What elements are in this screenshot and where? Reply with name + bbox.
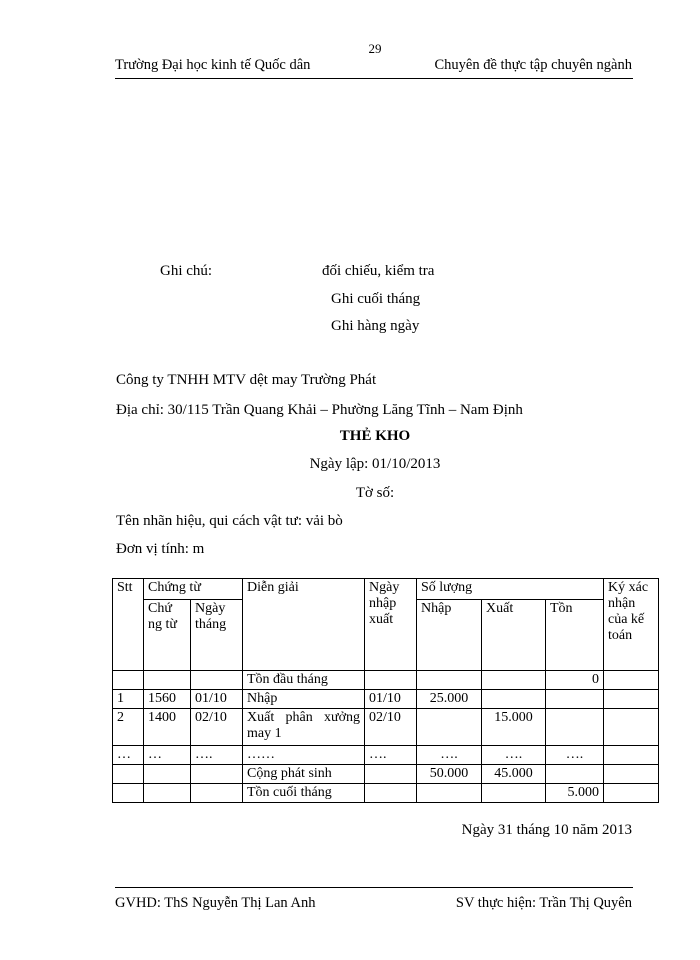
footer-student: SV thực hiện: Trần Thị Quyên xyxy=(455,895,632,911)
note-daily: Ghi hàng ngày xyxy=(331,318,420,334)
cell-desc: …… xyxy=(243,746,365,765)
cell-stt xyxy=(113,784,144,803)
cell-out: 15.000 xyxy=(482,709,546,746)
header-voucher-date: Ngày tháng xyxy=(191,600,243,671)
cell-no xyxy=(144,765,191,784)
header-report-title: Chuyên đề thực tập chuyên ngành xyxy=(434,57,632,73)
header-balance: Tồn xyxy=(546,600,604,671)
table-row xyxy=(113,671,659,690)
signature-date: Ngày 31 tháng 10 năm 2013 xyxy=(461,822,632,838)
company-name: Công ty TNHH MTV dệt may Trường Phát xyxy=(116,372,377,388)
cell-io-date: …. xyxy=(365,746,417,765)
header-row xyxy=(113,579,659,600)
header-description: Diễn giải xyxy=(243,579,365,671)
cell-date xyxy=(191,784,243,803)
cell-balance xyxy=(546,709,604,746)
table-row xyxy=(113,709,659,746)
header-io-date: Ngày nhập xuất xyxy=(365,579,417,671)
cell-in xyxy=(417,671,482,690)
item-name: Tên nhãn hiệu, qui cách vật tư: vải bò xyxy=(116,513,343,529)
cell-desc: Tồn cuối tháng xyxy=(243,784,365,803)
cell-confirm xyxy=(604,765,659,784)
cell-no: 1560 xyxy=(144,690,191,709)
header-university: Trường Đại học kinh tế Quốc dân xyxy=(115,57,311,73)
cell-io-date xyxy=(365,671,417,690)
cell-no: 1400 xyxy=(144,709,191,746)
cell-no: … xyxy=(144,746,191,765)
cell-out xyxy=(482,784,546,803)
cell-stt xyxy=(113,765,144,784)
cell-confirm xyxy=(604,746,659,765)
header-stt: Stt xyxy=(113,579,144,671)
cell-in: …. xyxy=(417,746,482,765)
page-number: 29 xyxy=(368,41,382,56)
company-address: Địa chỉ: 30/115 Trần Quang Khải – Phường Lăng Tĩnh – Nam Định xyxy=(116,402,523,418)
cell-date xyxy=(191,765,243,784)
cell-desc: Tồn đầu tháng xyxy=(243,671,365,690)
cell-in: 50.000 xyxy=(417,765,482,784)
cell-io-date: 02/10 xyxy=(365,709,417,746)
footer-rule xyxy=(115,887,633,888)
cell-io-date: 01/10 xyxy=(365,690,417,709)
cell-date: …. xyxy=(191,746,243,765)
cell-desc: Cộng phát sinh xyxy=(243,765,365,784)
cell-date: 01/10 xyxy=(191,690,243,709)
document-title: THẺ KHO xyxy=(339,428,411,444)
header-voucher-no: Chứ ng từ xyxy=(144,600,191,671)
unit-of-measure: Đơn vị tính: m xyxy=(116,541,205,557)
cell-stt: … xyxy=(113,746,144,765)
footer-supervisor: GVHD: ThS Nguyễn Thị Lan Anh xyxy=(115,895,316,911)
notes-label: Ghi chú: xyxy=(160,263,213,279)
cell-out: …. xyxy=(482,746,546,765)
cell-stt: 2 xyxy=(113,709,144,746)
header-confirm: Ký xác nhận của kế toán xyxy=(604,579,659,671)
cell-stt: 1 xyxy=(113,690,144,709)
cell-balance xyxy=(546,765,604,784)
cell-desc: Nhập xyxy=(243,690,365,709)
cell-date: 02/10 xyxy=(191,709,243,746)
cell-confirm xyxy=(604,690,659,709)
table-row xyxy=(113,690,659,709)
cell-balance: …. xyxy=(546,746,604,765)
note-month-end: Ghi cuối tháng xyxy=(331,291,421,307)
cell-no xyxy=(144,671,191,690)
cell-balance: 0 xyxy=(546,671,604,690)
cell-confirm xyxy=(604,709,659,746)
cell-in xyxy=(417,784,482,803)
header-rule xyxy=(115,78,633,79)
cell-no xyxy=(144,784,191,803)
date-made: Ngày lập: 01/10/2013 xyxy=(309,456,441,472)
cell-confirm xyxy=(604,784,659,803)
cell-in: 25.000 xyxy=(417,690,482,709)
table-row xyxy=(113,746,659,765)
note-reconcile: đối chiếu, kiểm tra xyxy=(322,263,435,279)
cell-balance xyxy=(546,690,604,709)
cell-desc: Xuất phân xưởng may 1 xyxy=(243,709,365,746)
header-quantity: Số lượng xyxy=(417,579,604,600)
header-out: Xuất xyxy=(482,600,546,671)
sheet-number: Tờ số: xyxy=(355,485,395,501)
cell-out: 45.000 xyxy=(482,765,546,784)
cell-in xyxy=(417,709,482,746)
cell-confirm xyxy=(604,671,659,690)
cell-stt xyxy=(113,671,144,690)
header-in: Nhập xyxy=(417,600,482,671)
cell-date xyxy=(191,671,243,690)
cell-io-date xyxy=(365,765,417,784)
stock-card-table xyxy=(112,578,659,803)
header-voucher: Chứng từ xyxy=(144,579,243,600)
cell-io-date xyxy=(365,784,417,803)
cell-out xyxy=(482,671,546,690)
cell-out xyxy=(482,690,546,709)
table-row xyxy=(113,765,659,784)
table-row xyxy=(113,784,659,803)
cell-balance: 5.000 xyxy=(546,784,604,803)
